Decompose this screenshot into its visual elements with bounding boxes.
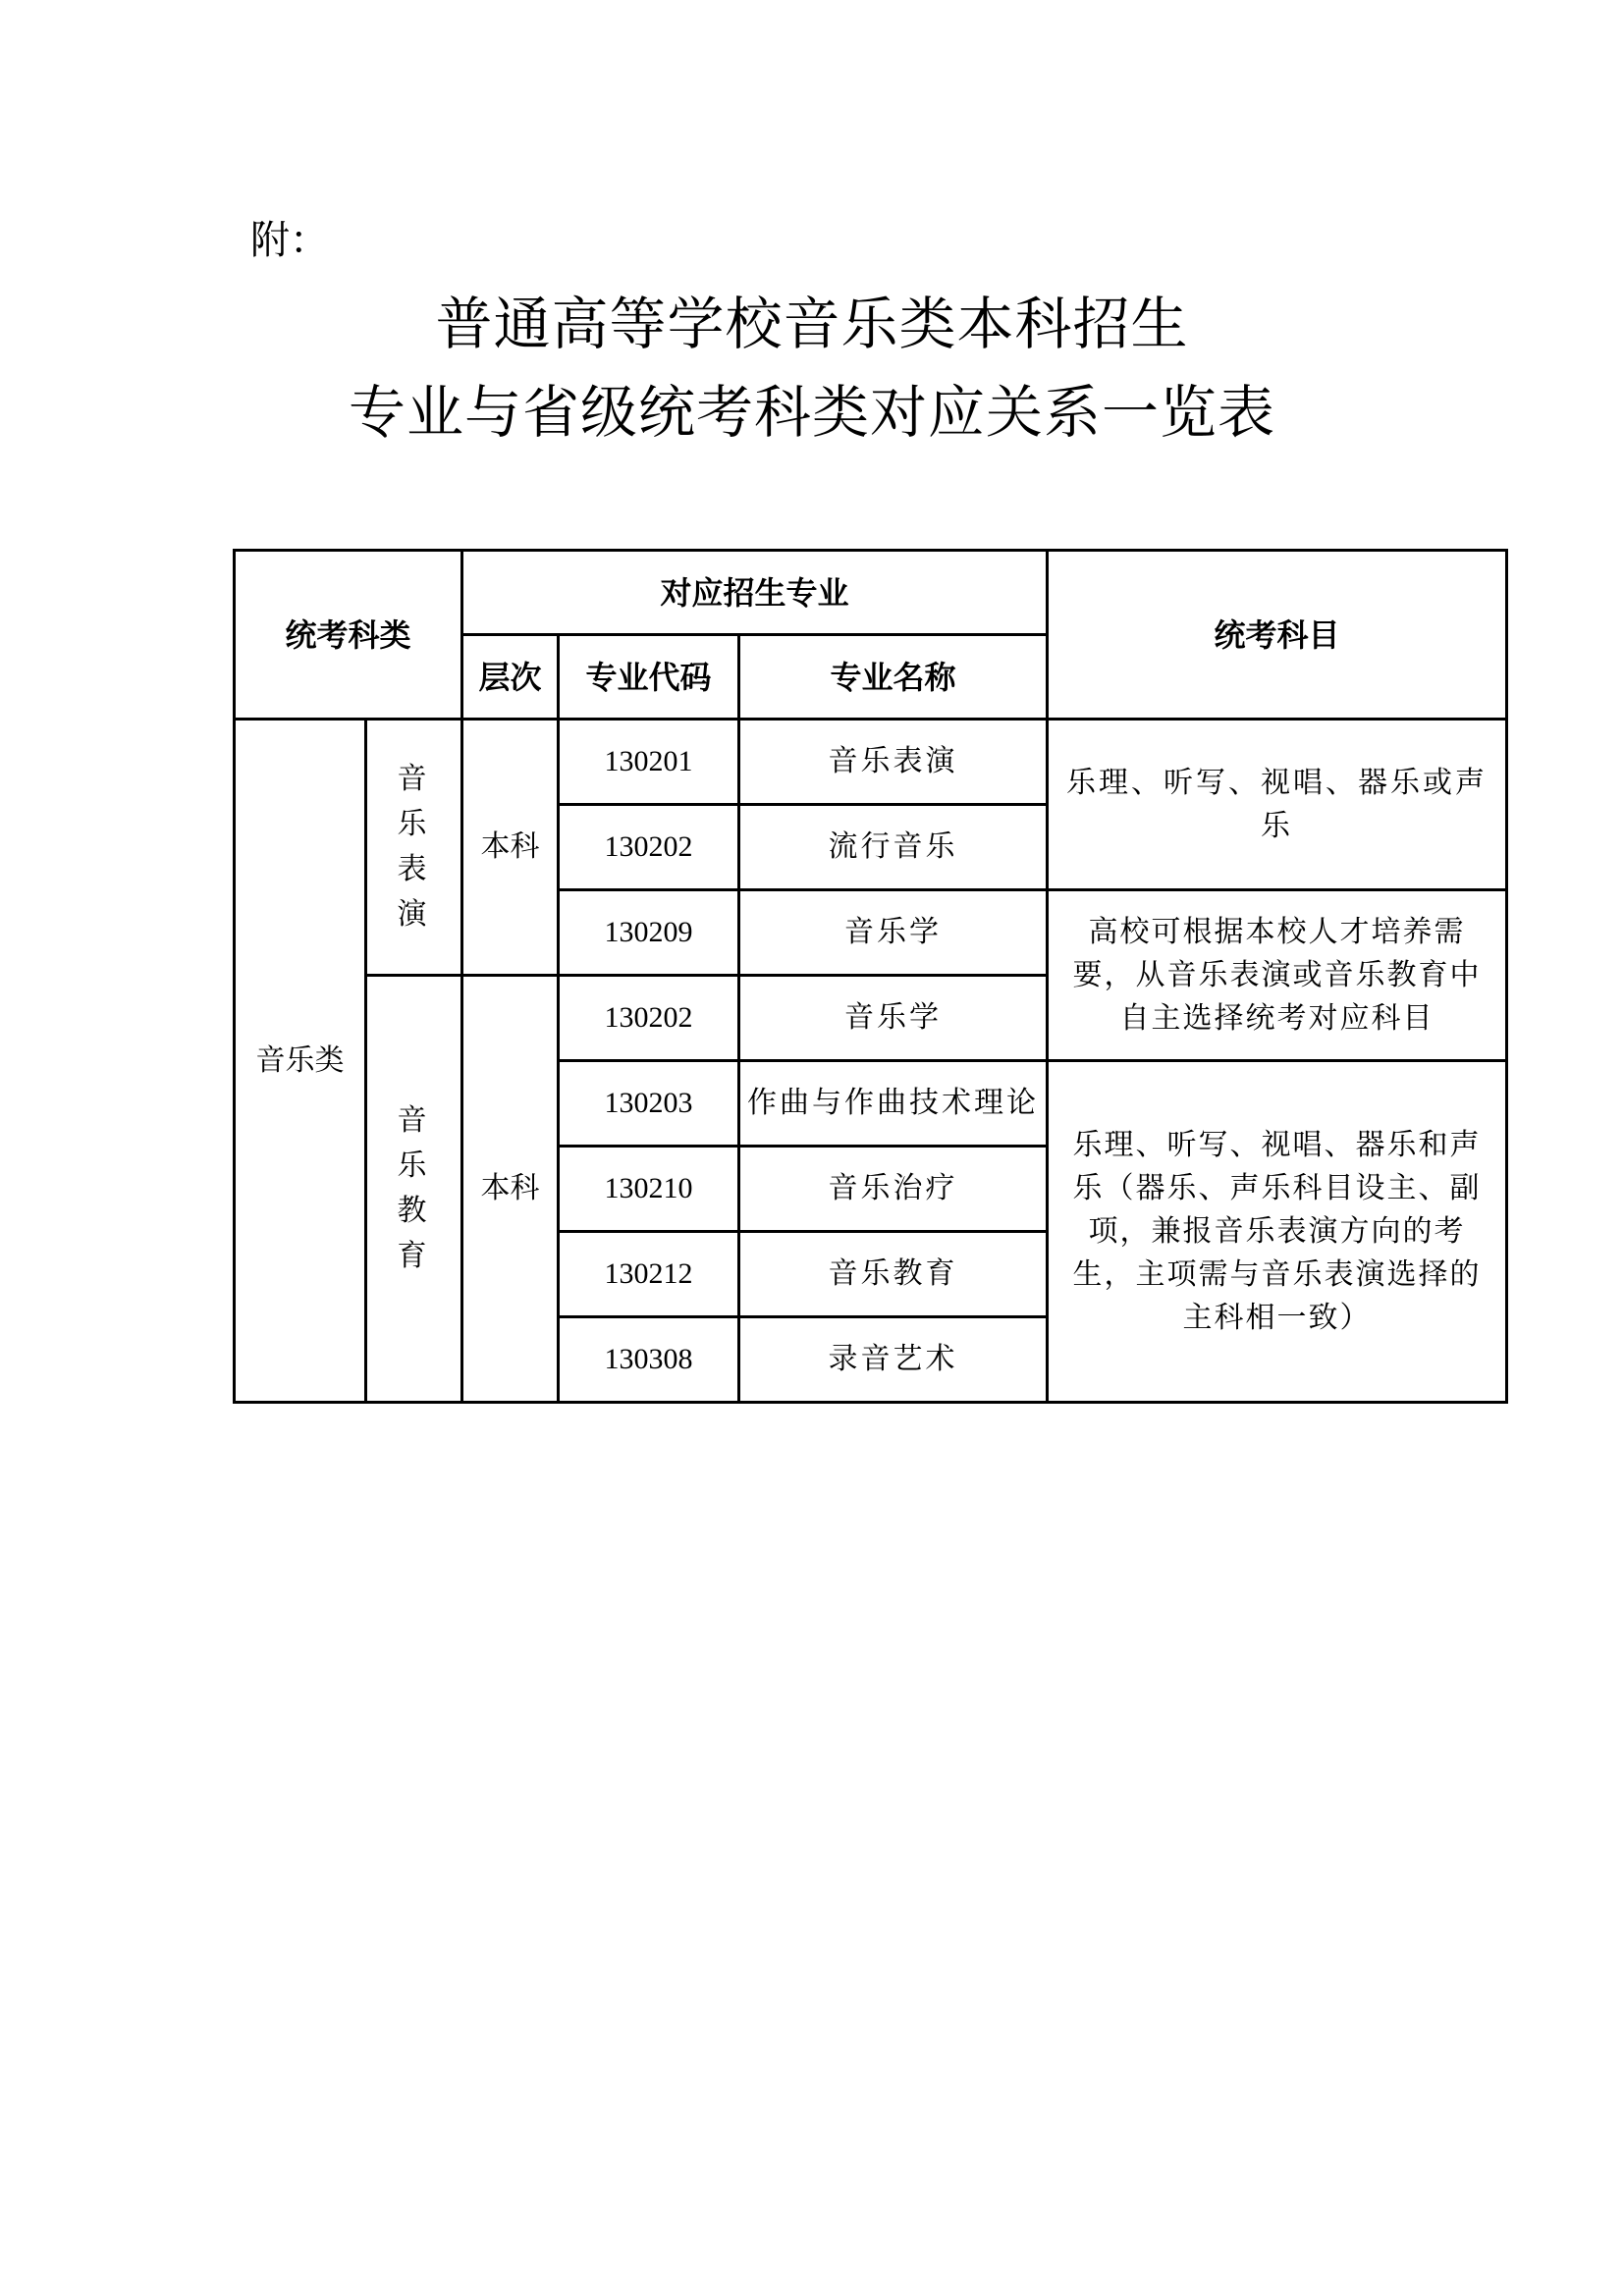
major-code-cell: 130212 [559, 1232, 739, 1317]
level-cell: 本科 [462, 720, 559, 976]
attachment-label: 附： [250, 218, 329, 263]
major-name-cell: 录音艺术 [739, 1317, 1048, 1403]
header-level: 层次 [462, 635, 559, 720]
major-code-cell: 130210 [559, 1147, 739, 1232]
major-code-cell: 130203 [559, 1061, 739, 1147]
subjects-cell-performance: 乐理、听写、视唱、器乐或声乐 [1048, 720, 1507, 890]
table-row [235, 720, 1507, 805]
direction-label: 音乐表演 [397, 762, 431, 932]
major-name-cell: 作曲与作曲技术理论 [739, 1061, 1048, 1147]
major-name-cell: 音乐学 [739, 890, 1048, 976]
document-title-line2: 专业与省级统考科类对应关系一览表 [348, 379, 1275, 446]
major-code-cell: 130201 [559, 720, 739, 805]
subjects-cell-optional: 高校可根据本校人才培养需要，从音乐表演或音乐教育中自主选择统考对应科目 [1048, 890, 1507, 1061]
major-code-cell: 130308 [559, 1317, 739, 1403]
major-name-cell: 音乐教育 [739, 1232, 1048, 1317]
document-title-line1: 普通高等学校音乐类本科招生 [435, 291, 1189, 357]
subjects-cell-education: 乐理、听写、视唱、器乐和声乐（器乐、声乐科目设主、副项，兼报音乐表演方向的考生，主项需与音乐表演选择的主科相一致） [1048, 1061, 1507, 1403]
header-exam-subjects: 统考科目 [1048, 551, 1507, 720]
direction-cell-performance [366, 720, 462, 976]
major-code-cell: 130209 [559, 890, 739, 976]
direction-cell-education [366, 976, 462, 1403]
major-name-cell: 音乐表演 [739, 720, 1048, 805]
header-major-name: 专业名称 [739, 635, 1048, 720]
header-major-code: 专业代码 [559, 635, 739, 720]
header-exam-category: 统考科类 [235, 551, 462, 720]
category-cell: 音乐类 [235, 720, 366, 1403]
header-majors-group: 对应招生专业 [462, 551, 1048, 635]
major-name-cell: 音乐学 [739, 976, 1048, 1061]
major-name-cell: 音乐治疗 [739, 1147, 1048, 1232]
major-name-cell: 流行音乐 [739, 805, 1048, 890]
major-mapping-table [233, 549, 1508, 1404]
major-code-cell: 130202 [559, 976, 739, 1061]
direction-label: 音乐教育 [397, 1103, 431, 1273]
major-code-cell: 130202 [559, 805, 739, 890]
level-cell: 本科 [462, 976, 559, 1403]
